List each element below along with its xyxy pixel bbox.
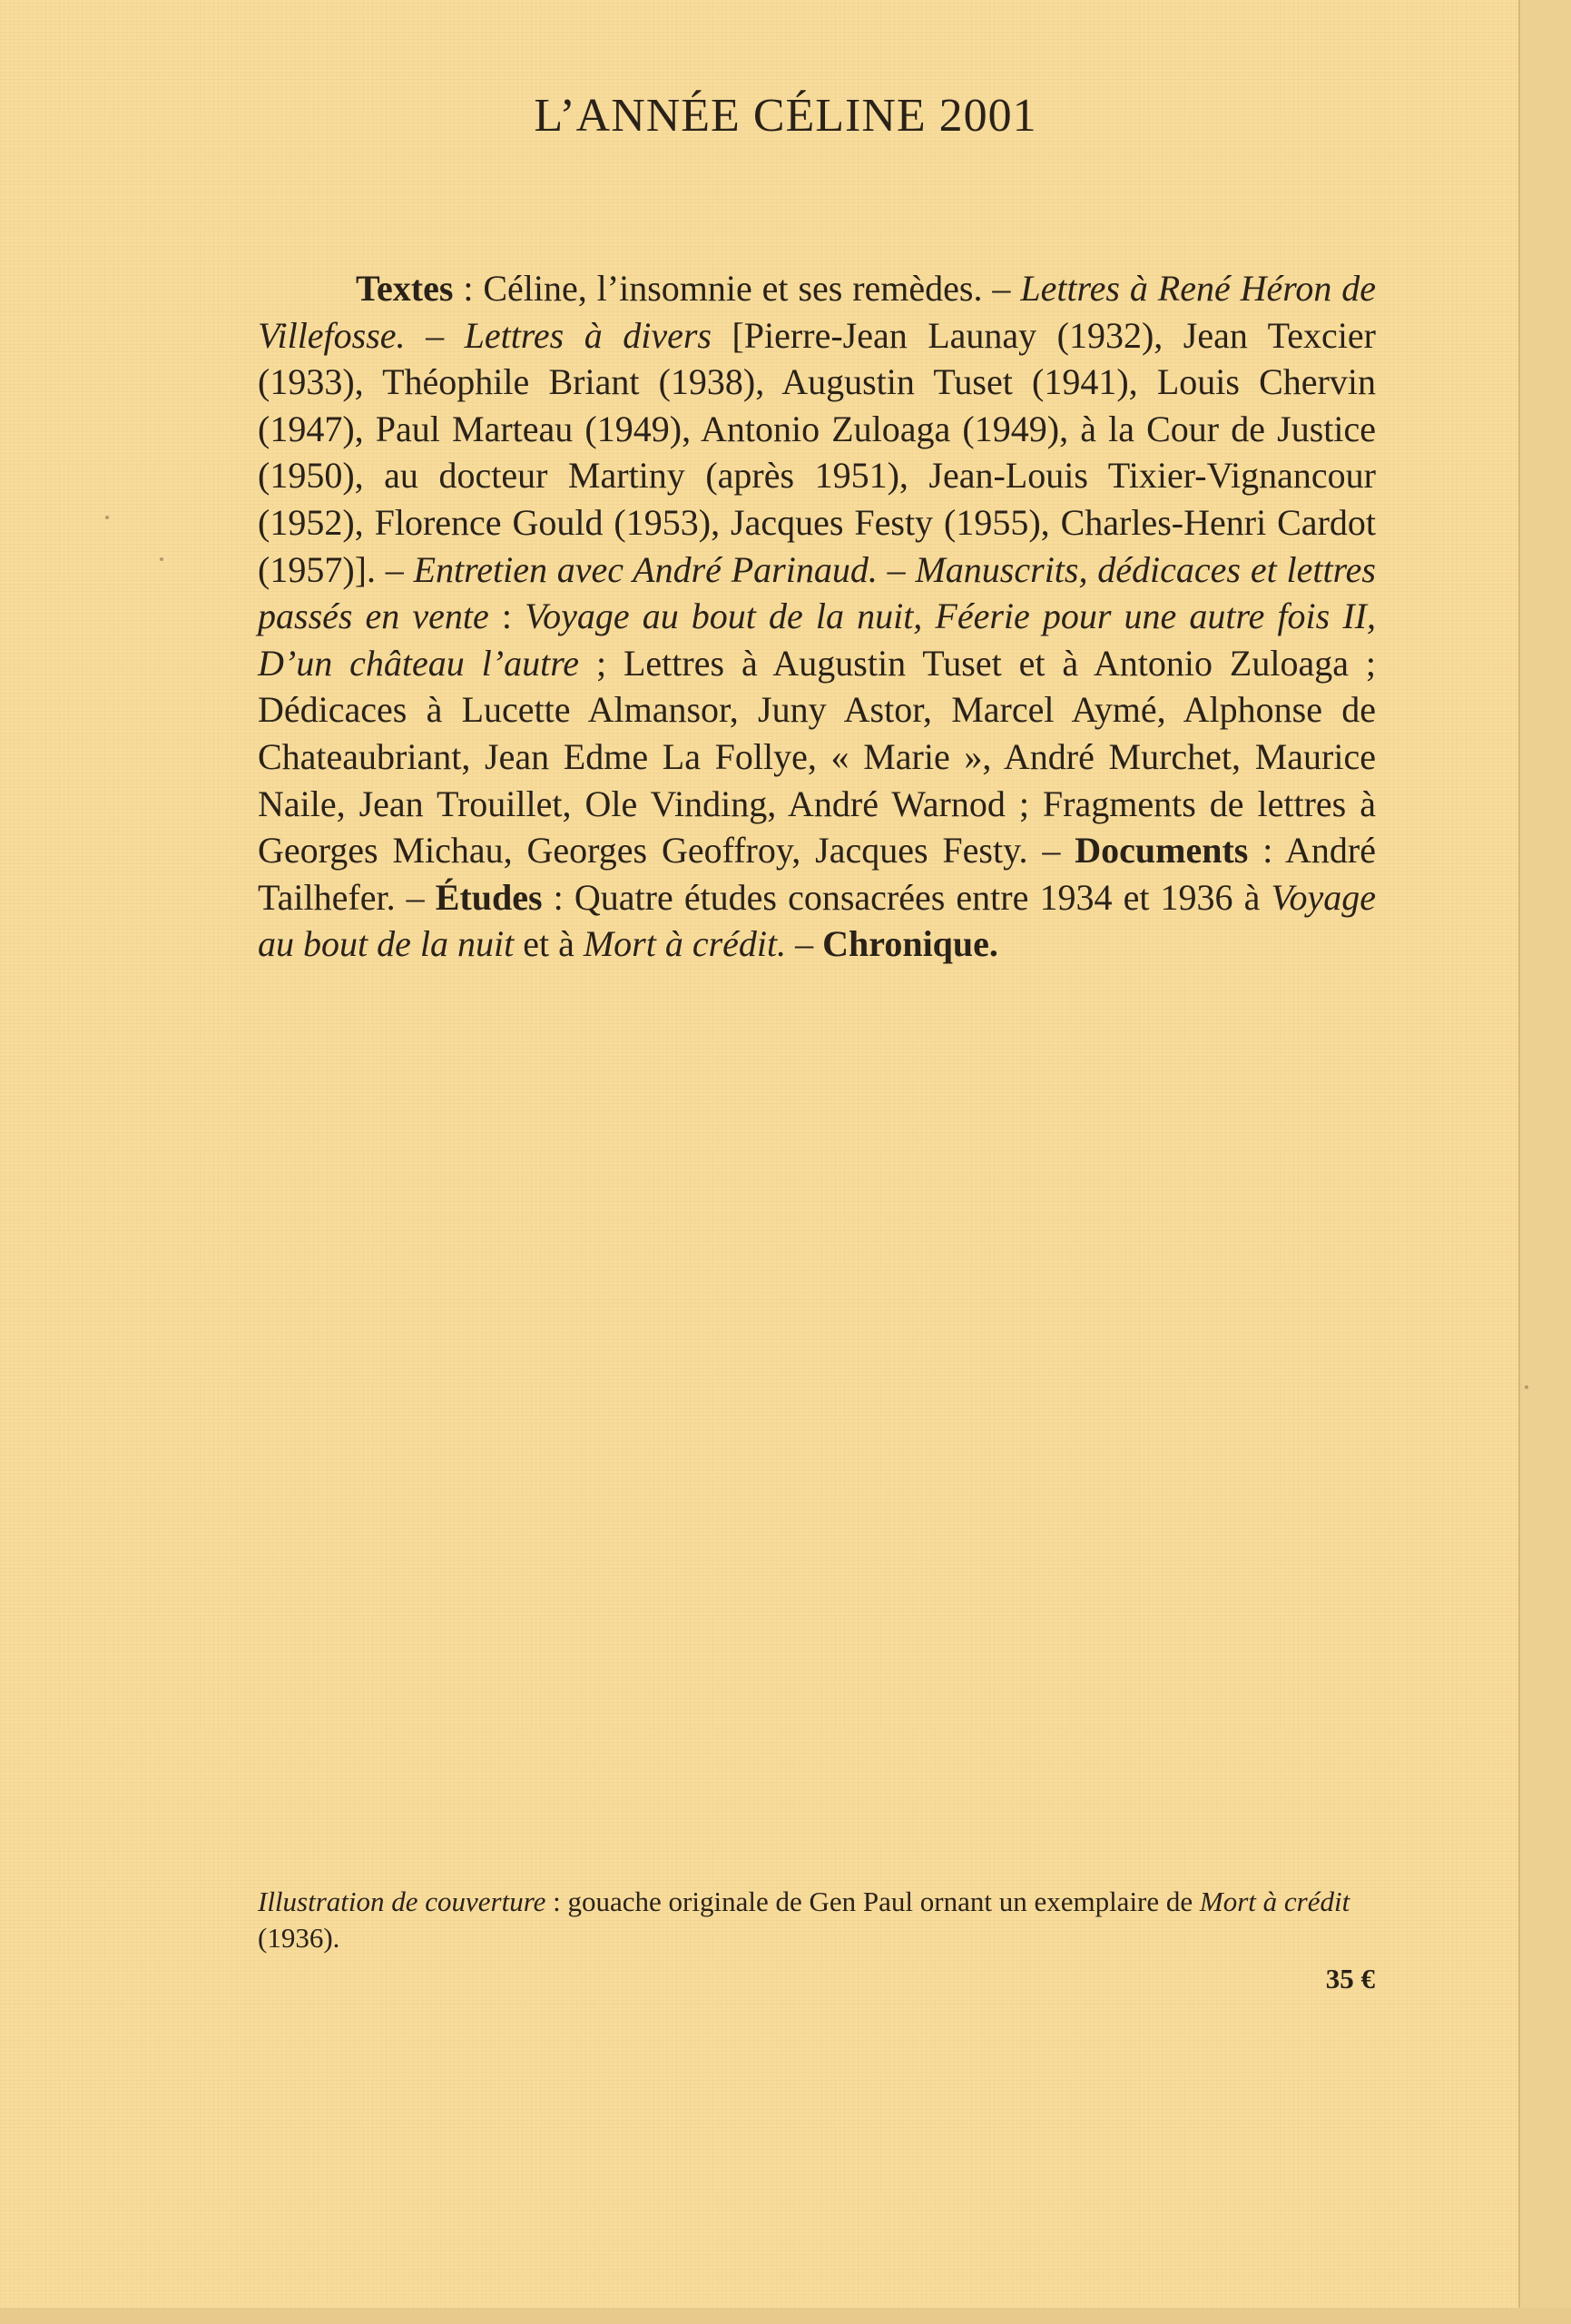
summary-italic: Entretien avec André Parinaud. [413, 548, 878, 590]
summary-text: – [405, 314, 465, 356]
paper-speck [105, 516, 109, 519]
price-label: 35 € [1325, 1963, 1375, 1994]
summary-text: [Pierre-Jean Launay (1932), Jean Texcier (1933), Théophile Briant (1938), Augustin Tuset (1941), Louis Chervin (1947), Paul Marteau (1949), Antonio Zuloaga (1949), à la Cour de Justice (1950), au docteur Martiny (après 1951), Jean-Louis Tixier-Vignancour (1952), Florence Gould (1953), Jacques Festy (1955), Charles-Henri Cardot (1957)]. – [258, 314, 1377, 590]
contents-summary [258, 265, 1376, 968]
chronique-label: Chronique. [822, 923, 998, 965]
summary-text: : André Tailhefer. – [258, 830, 1376, 918]
summary-text: : Quatre études consacrées entre 1934 et 1936 à [542, 876, 1272, 918]
paper-speck [1525, 1385, 1528, 1389]
credit-book: Mort à crédit [1199, 1886, 1350, 1917]
cover-edge [1518, 0, 1571, 2324]
paper-speck [160, 557, 163, 561]
cover-illustration-credit [258, 1884, 1376, 1956]
credit-text: : gouache originale de Gen Paul ornant un exemplaire de [545, 1886, 1200, 1917]
summary-italic: Manuscrits, dédicaces et lettres passés en vente [258, 548, 1376, 637]
bottom-edge [0, 2308, 1571, 2324]
textes-label: Textes [356, 268, 454, 309]
summary-text: : Céline, l’insomnie et ses remèdes. – [453, 268, 1021, 309]
page-title: L’ANNÉE CÉLINE 2001 [534, 90, 1037, 142]
summary-text: et à [514, 923, 584, 965]
documents-label: Documents [1075, 830, 1249, 872]
etudes-label: Études [435, 876, 543, 918]
summary-text: : [488, 596, 525, 637]
summary-text: – [877, 548, 916, 590]
summary-italic: Lettres à René Héron de Villefosse. [258, 268, 1377, 356]
summary-italic: Lettres à divers [464, 314, 712, 356]
summary-italic: Voyage au bout de la nuit, Féerie pour une autre fois II, D’un château l’autre [258, 596, 1376, 684]
credit-year: (1936). [258, 1922, 340, 1954]
credit-label: Illustration de couverture [258, 1886, 546, 1917]
summary-italic: Mort à crédit. [583, 923, 787, 965]
summary-text: – [786, 923, 823, 965]
summary-text: ; Lettres à Augustin Tuset et à Antonio Zuloaga ; Dédicaces à Lucette Almansor, Juny Astor, Marcel Aymé, Alphonse de Chateaubriant, Jean Edme La Follye, « Marie », André Murchet, Maurice Naile, Jean Trouillet, Ole Vinding, André Warnod ; Fragments de lettres à Georges Michau, Georges Geoffroy, Jacques Festy. – [258, 642, 1377, 872]
summary-italic: Voyage au bout de la nuit [258, 876, 1376, 965]
